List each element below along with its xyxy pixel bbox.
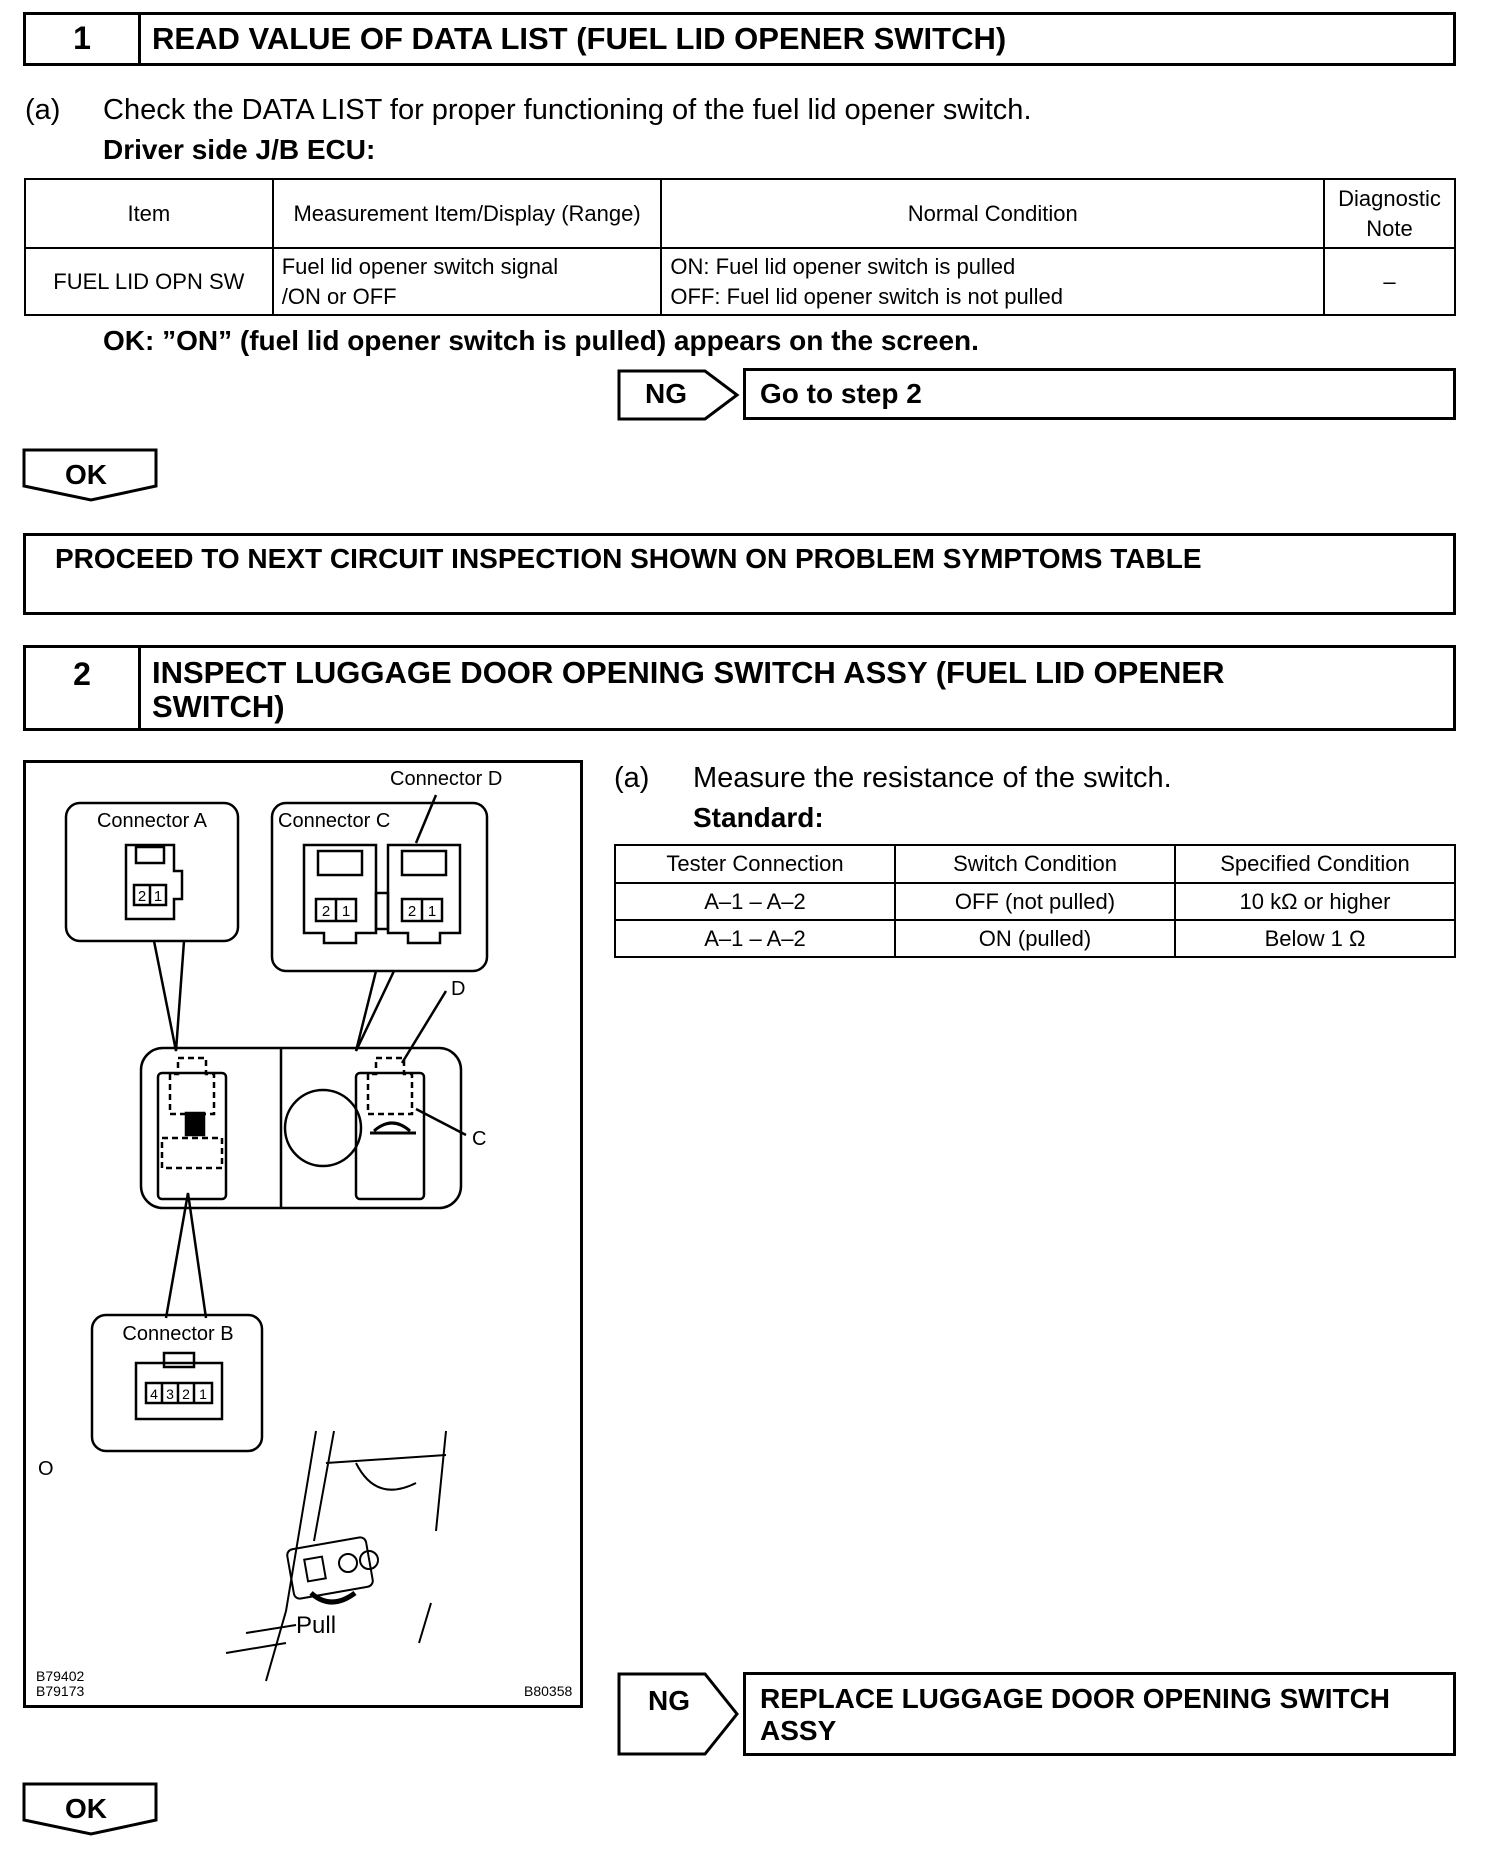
svg-text:2: 2	[137, 888, 147, 905]
connector-figure	[23, 760, 583, 1708]
table-header-measurement: Measurement Item/Display (Range)	[273, 179, 662, 248]
label-o: O	[38, 1458, 54, 1480]
svg-text:1: 1	[341, 903, 351, 920]
resistance-table	[614, 844, 1456, 958]
step2-ng-label: NG	[648, 1685, 690, 1716]
res-cell: Below 1 Ω	[1175, 920, 1455, 957]
table-row	[615, 920, 1455, 957]
step2-ng-action-line2: ASSY	[760, 1715, 837, 1746]
res-cell: A–1 – A–2	[615, 920, 895, 957]
step1-title: READ VALUE OF DATA LIST (FUEL LID OPENER SWITCH)	[152, 21, 1007, 56]
svg-text:1: 1	[153, 888, 163, 905]
step1-ng-action-box	[743, 368, 1456, 420]
connector-d-label: Connector D	[390, 768, 503, 790]
fuel-pump-icon	[186, 1113, 204, 1135]
measurement-line2: /ON or OFF	[281, 283, 397, 309]
res-cell: OFF (not pulled)	[895, 883, 1175, 920]
connector-a-label: Connector A	[96, 810, 208, 832]
step1-ng-action: Go to step 2	[760, 378, 922, 409]
connector-b-body	[136, 1353, 222, 1419]
step1-ng-label: NG	[645, 378, 687, 409]
proceed-text: PROCEED TO NEXT CIRCUIT INSPECTION SHOWN ON PROBLEM SYMPTOMS TABLE	[55, 543, 1202, 574]
figure-code-2: B79173	[36, 1683, 85, 1699]
step1-ok-criteria: OK: ”ON” (fuel lid opener switch is pulled) appears on the screen.	[103, 325, 979, 356]
label-d: D	[451, 978, 466, 1000]
panel-round-button	[285, 1090, 361, 1166]
svg-text:3: 3	[166, 1386, 174, 1402]
step1-instruction: Check the DATA LIST for proper functioning of the fuel lid opener switch.	[103, 94, 1032, 126]
table-header-note: Diagnostic Note	[1324, 179, 1455, 248]
step2-instruction-marker: (a)	[614, 762, 650, 794]
step2-title-line1: INSPECT LUGGAGE DOOR OPENING SWITCH ASSY (FUEL LID OPENER	[152, 655, 1225, 690]
data-list-table	[24, 178, 1456, 316]
svg-text:4: 4	[150, 1386, 158, 1402]
table-row	[615, 883, 1455, 920]
step2-title-line2: SWITCH)	[152, 689, 285, 724]
figure-code-1: B79402	[36, 1668, 85, 1684]
step2-subheading: Standard:	[693, 802, 824, 833]
figure-drawing	[26, 763, 580, 1705]
step2-number: 2	[26, 648, 141, 728]
step2-header	[23, 645, 1456, 731]
pull-label: Pull	[296, 1612, 337, 1639]
measurement-line1: Fuel lid opener switch signal	[281, 253, 559, 279]
proceed-box	[23, 533, 1456, 615]
table-cell-normal	[661, 248, 1324, 315]
table-header-item: Item	[25, 179, 273, 248]
dashboard-sketch	[226, 1431, 446, 1681]
connector-c-body	[304, 845, 376, 943]
svg-text:1: 1	[427, 903, 437, 920]
svg-text:2: 2	[182, 1386, 190, 1402]
res-cell: ON (pulled)	[895, 920, 1175, 957]
step1-number: 1	[26, 15, 141, 63]
connector-a-body	[126, 845, 182, 919]
svg-text:1: 1	[199, 1386, 207, 1402]
res-cell: 10 kΩ or higher	[1175, 883, 1455, 920]
step2-instruction: Measure the resistance of the switch.	[693, 762, 1172, 794]
res-header-tester: Tester Connection	[615, 845, 895, 883]
table-cell-note: –	[1324, 248, 1455, 315]
normal-line2: OFF: Fuel lid opener switch is not pulled	[670, 283, 1063, 309]
table-cell-measurement	[273, 248, 662, 315]
svg-text:2: 2	[321, 903, 331, 920]
step2-ng-action-box	[743, 1672, 1456, 1756]
table-header-normal: Normal Condition	[661, 179, 1324, 248]
step1-subheading: Driver side J/B ECU:	[103, 134, 376, 165]
res-header-switch: Switch Condition	[895, 845, 1175, 883]
step1-ok-label: OK	[65, 459, 107, 490]
step1-instruction-marker: (a)	[25, 94, 61, 126]
label-c: C	[472, 1128, 487, 1150]
step2-ok-label: OK	[65, 1793, 107, 1824]
step2-ng-action-line1: REPLACE LUGGAGE DOOR OPENING SWITCH	[760, 1683, 1391, 1714]
trunk-icon	[374, 1123, 410, 1131]
connector-d-body	[388, 845, 460, 943]
normal-line1: ON: Fuel lid opener switch is pulled	[670, 253, 1016, 279]
table-cell-item: FUEL LID OPN SW	[25, 248, 273, 315]
connector-b-label: Connector B	[122, 1323, 234, 1345]
connector-c-label: Connector C	[278, 810, 391, 832]
svg-text:2: 2	[407, 903, 417, 920]
step1-header	[23, 12, 1456, 66]
figure-code-3: B80358	[524, 1683, 573, 1699]
res-cell: A–1 – A–2	[615, 883, 895, 920]
res-header-specified: Specified Condition	[1175, 845, 1455, 883]
